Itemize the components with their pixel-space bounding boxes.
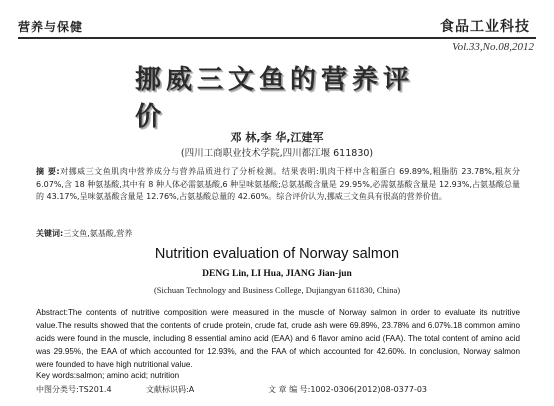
classification-row [36, 384, 520, 396]
chinese-title: 挪威三文鱼的营养评价 [135, 65, 415, 132]
english-keywords-text: salmon; amino acid; nutrition [76, 371, 180, 380]
chinese-keywords [36, 228, 520, 239]
article-number: 文 章 编 号:1002-0306(2012)08-0377-03 [268, 385, 428, 394]
chinese-keywords-label: 关键词: [36, 229, 64, 238]
volume-info: Vol.33,No.08,2012 [452, 41, 534, 53]
chinese-affiliation: (四川工商职业技术学院,四川都江堰 611830) [180, 148, 374, 159]
english-authors: DENG Lin, LI Hua, JIANG Jian-jun [202, 269, 352, 279]
english-keywords [36, 371, 520, 380]
chinese-authors: 邓 林,李 华,江建军 [230, 131, 324, 144]
english-abstract [36, 306, 520, 371]
chinese-abstract [36, 166, 520, 204]
english-keywords-label: Key words: [36, 371, 77, 380]
english-abstract-text: The contents of nutritive composition were measured in the muscle of Norway salmon in order to evaluate its nutritive value.The results showed that the contents of crude protein, crude fat, crude ash were 69.89%, 23.78% and 6.07%.18 common amino acids were found in the muscle, including 8 essential amino acid (EAA) and 6 flavor amino acid (FAA). The total content of amino acid was 29.95%, the EAA of which accounted for 12.93%, and the FAA of which accounted for 42.60%. In conclusion, Norway salmon were founded to have high nutritional value. [36, 308, 520, 369]
document-code: 文献标识码:A [146, 385, 195, 394]
section-label: 营养与保健 [18, 20, 84, 34]
chinese-abstract-text: 对挪威三文鱼肌肉中营养成分与营养品质进行了分析检测。结果表明:肌肉干样中含粗蛋白 69.89%,粗脂肪 23.78%,粗灰分 6.07%,含 18 种氨基酸,其中有 8 种人体必需氨基酸,6 种呈味氨基酸;总氨基酸含量是 29.95%,必需氨基酸含量是 12.93%,占氨基酸总量的 43.17%,呈味氨基酸含量是 12.76%,占氨基酸总量的 42.60%。综合评价认为,挪威三文鱼具有很高的营养价值。 [36, 167, 520, 201]
journal-name: 食品工业科技 [440, 19, 530, 35]
english-abstract-label: Abstract: [36, 308, 68, 317]
clc-number: 中图分类号:TS201.4 [36, 385, 112, 394]
english-title: Nutrition evaluation of Norway salmon [154, 246, 400, 262]
running-header [18, 18, 536, 36]
chinese-keywords-text: 三文鱼,氨基酸,营养 [63, 229, 133, 238]
english-affiliation: (Sichuan Technology and Business College, Dujiangyan 611830, China) [153, 285, 401, 295]
header-rule [18, 37, 536, 39]
chinese-abstract-label: 摘 要: [36, 167, 60, 176]
